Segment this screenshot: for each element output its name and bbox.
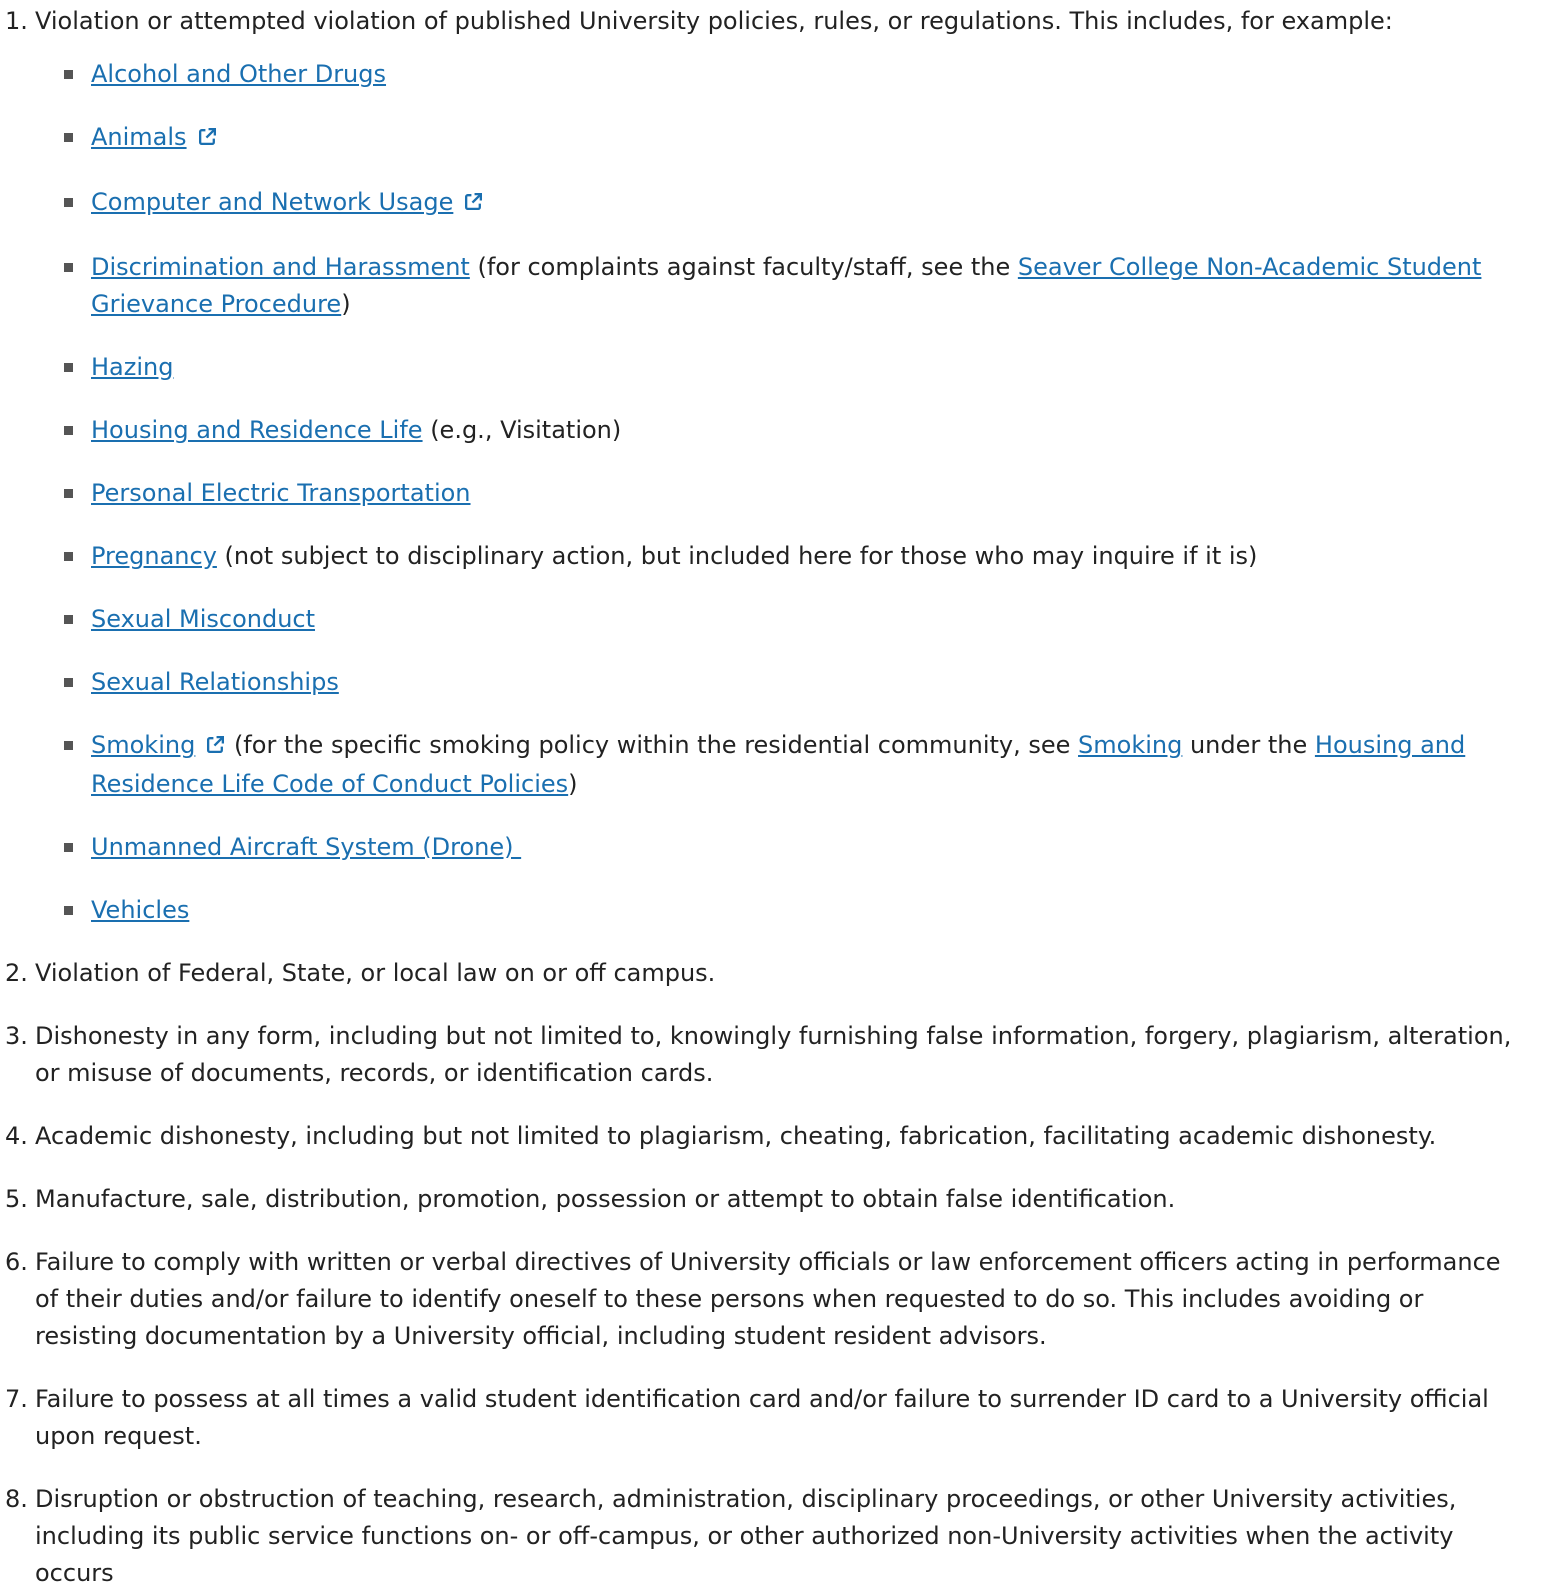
rule-text: Failure to possess at all times a valid student identification card and/or failure to surrender ID card to a University official upon request. [35, 1385, 1489, 1450]
rule-number: 6. [5, 1248, 28, 1276]
rule-number: 1. [5, 7, 28, 35]
policy-link-housing[interactable]: Housing and Residence Life [91, 416, 423, 444]
rule-1 [0, 3, 1530, 929]
policy-note: (for complaints against faculty/staff, see the [469, 253, 1018, 281]
rule-text: Disruption or obstruction of teaching, research, administration, disciplinary proceedings, or other University activities, including its public service functions on- or off-campus, or other authorized non-University activities when the activity occurs [35, 1485, 1457, 1587]
policy-link-grievance[interactable]: Seaver College Non-Academic Student Grievance Procedure [91, 253, 1482, 318]
policy-item-smoking [91, 727, 1530, 803]
bullet-icon [64, 741, 73, 750]
rule-number: 7. [5, 1385, 28, 1413]
policy-link-hazing[interactable]: Hazing [91, 353, 174, 381]
bullet-icon [64, 198, 73, 207]
rule-5 [0, 1181, 1530, 1218]
policy-item-sexual-relationships [91, 664, 1530, 701]
policy-link-computer[interactable]: Computer and Network Usage [91, 188, 454, 216]
rule-7 [0, 1381, 1530, 1455]
rule-text: Manufacture, sale, distribution, promotion, possession or attempt to obtain false identification. [35, 1185, 1176, 1213]
policy-item-sexual-misconduct [91, 601, 1530, 638]
policy-item-vehicles [91, 892, 1530, 929]
policy-link-drone[interactable]: Unmanned Aircraft System (Drone) [91, 833, 522, 861]
policy-link-transportation[interactable]: Personal Electric Transportation [91, 479, 471, 507]
policy-item-discrimination [91, 249, 1530, 323]
external-link-icon[interactable] [197, 121, 218, 158]
policy-link-pregnancy[interactable]: Pregnancy [91, 542, 217, 570]
policy-link-housing-code[interactable]: Housing and Residence Life Code of Conduct Policies [91, 731, 1466, 798]
policy-item-housing [91, 412, 1530, 449]
rule-text: Violation or attempted violation of published University policies, rules, or regulations. This includes, for example: [35, 7, 1393, 35]
policy-note-mid: under the [1182, 731, 1315, 759]
external-link-icon[interactable] [205, 729, 226, 766]
rule-text: Dishonesty in any form, including but not limited to, knowingly furnishing false information, forgery, plagiarism, alteration, or misuse of documents, records, or identification cards. [35, 1022, 1512, 1087]
rule-number: 5. [5, 1185, 28, 1213]
bullet-icon [64, 70, 73, 79]
rule-6 [0, 1244, 1530, 1355]
policy-link-sexual-relationships[interactable]: Sexual Relationships [91, 668, 339, 696]
policy-note: (e.g., Visitation) [422, 416, 622, 444]
rule-number: 2. [5, 959, 28, 987]
policy-list [35, 56, 1530, 929]
bullet-icon [64, 363, 73, 372]
policy-link-vehicles[interactable]: Vehicles [91, 896, 190, 924]
policy-link-discrimination[interactable]: Discrimination and Harassment [91, 253, 470, 281]
rule-2 [0, 955, 1530, 992]
conduct-rules-list [0, 3, 1530, 1592]
policy-link-alcohol[interactable]: Alcohol and Other Drugs [91, 60, 387, 88]
bullet-icon [64, 615, 73, 624]
policy-item-animals [91, 119, 1530, 158]
policy-item-pregnancy [91, 538, 1530, 575]
policy-link-smoking[interactable]: Smoking [91, 731, 196, 759]
policy-link-animals[interactable]: Animals [91, 123, 187, 151]
policy-link-sexual-misconduct[interactable]: Sexual Misconduct [91, 605, 316, 633]
policy-item-computer [91, 184, 1530, 223]
bullet-icon [64, 552, 73, 561]
bullet-icon [64, 263, 73, 272]
bullet-icon [64, 843, 73, 852]
policy-item-transportation [91, 475, 1530, 512]
bullet-icon [64, 426, 73, 435]
external-link-icon[interactable] [463, 186, 484, 223]
policy-item-hazing [91, 349, 1530, 386]
rule-text: Academic dishonesty, including but not limited to plagiarism, cheating, fabrication, facilitating academic dishonesty. [35, 1122, 1437, 1150]
rule-number: 3. [5, 1022, 28, 1050]
bullet-icon [64, 678, 73, 687]
rule-text: Failure to comply with written or verbal directives of University officials or law enforcement officers acting in performance of their duties and/or failure to identify oneself to these persons when requested to do so. This includes avoiding or resisting documentation by a University official, including student resident advisors. [35, 1248, 1501, 1350]
policy-note-end: ) [341, 290, 351, 318]
policy-item-alcohol [91, 56, 1530, 93]
policy-item-drone [91, 829, 1530, 866]
rule-number: 8. [5, 1485, 28, 1513]
policy-link-housing-smoking[interactable]: Smoking [1078, 731, 1183, 759]
rule-3 [0, 1018, 1530, 1092]
rule-number: 4. [5, 1122, 28, 1150]
rule-4 [0, 1118, 1530, 1155]
rule-8 [0, 1481, 1530, 1592]
policy-note: (for the specific smoking policy within the residential community, see [226, 731, 1079, 759]
bullet-icon [64, 489, 73, 498]
policy-note: (not subject to disciplinary action, but included here for those who may inquire if it is) [216, 542, 1258, 570]
bullet-icon [64, 133, 73, 142]
bullet-icon [64, 906, 73, 915]
rule-text: Violation of Federal, State, or local law on or off campus. [35, 959, 716, 987]
policy-note-end: ) [568, 770, 578, 798]
